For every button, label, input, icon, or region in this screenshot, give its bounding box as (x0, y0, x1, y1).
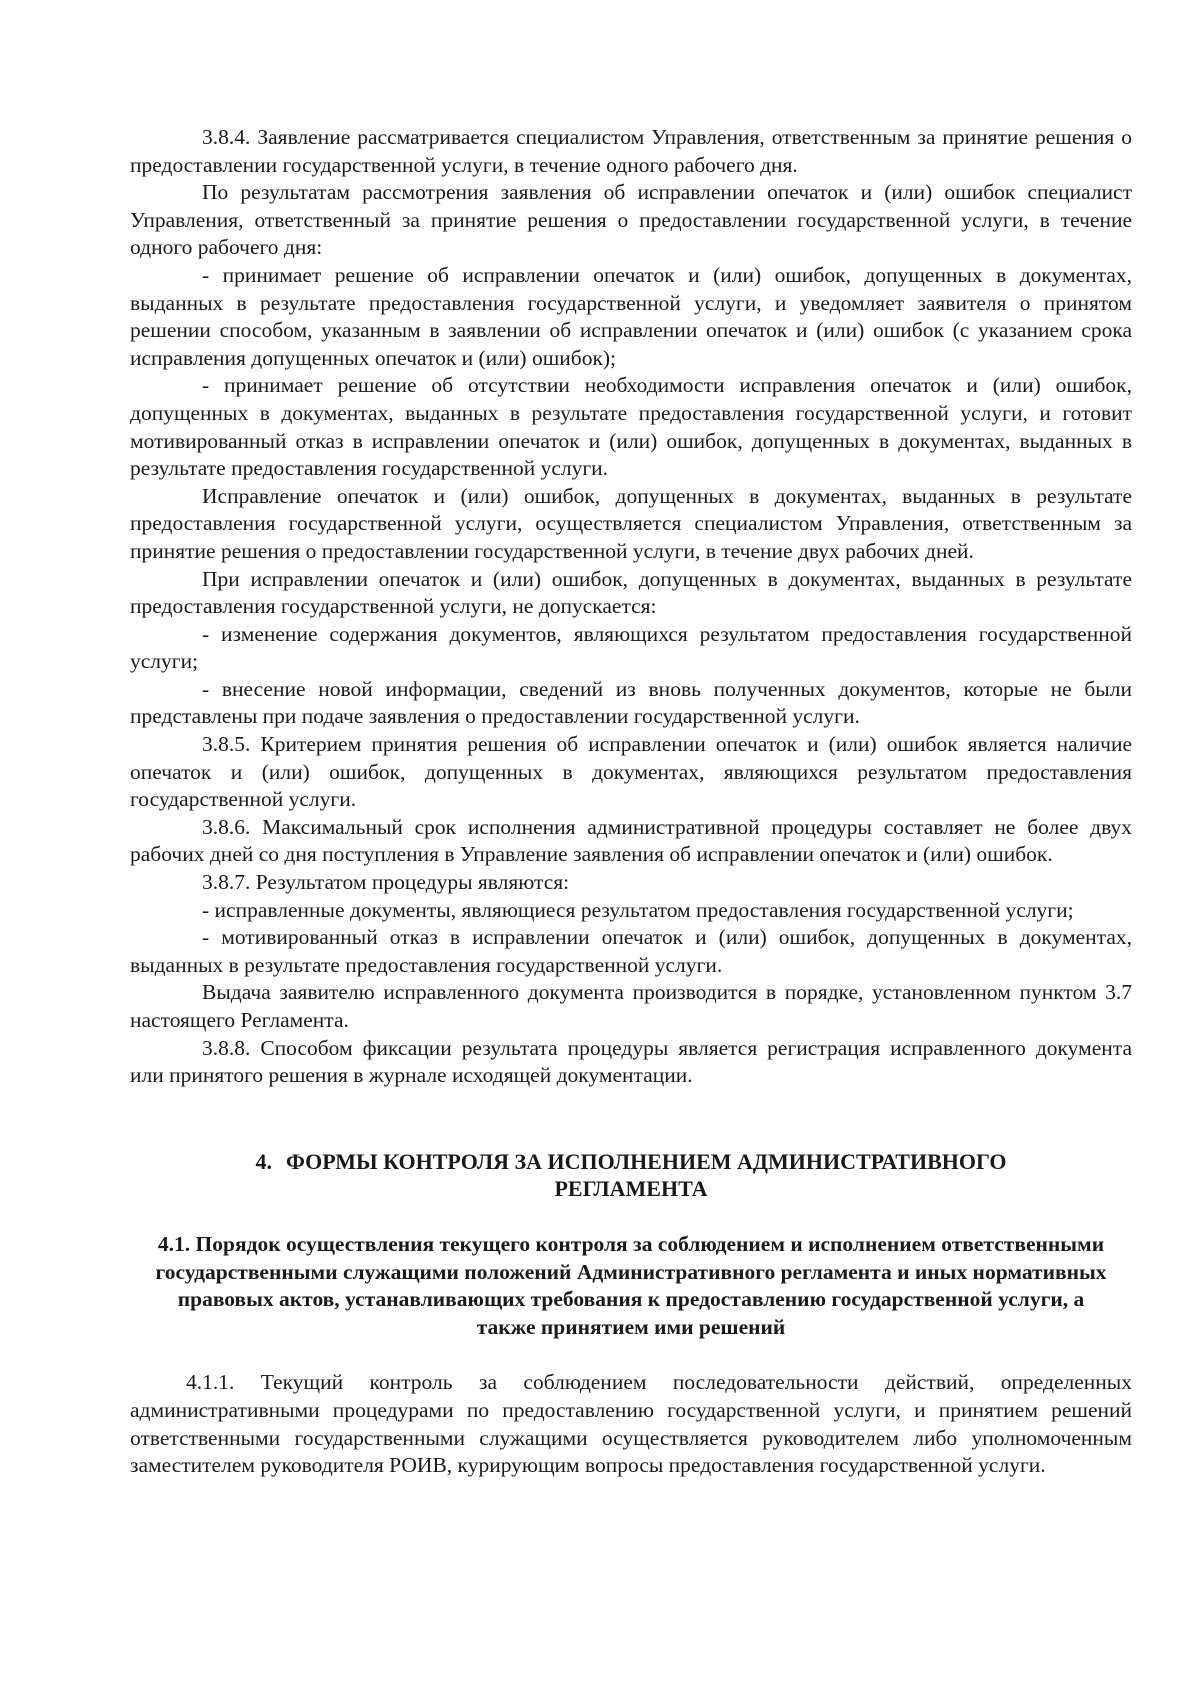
list-item-reject-correction: - принимает решение об отсутствии необходимости исправления опечаток и (или) ошибок, допущенных в документах, выданных в результате предоставления государственной услуги, и готовит мотивированный отказ в исправлении опечаток и (или) ошибок, допущенных в документах, выданных в результате предоставления государственной услуги. (130, 373, 1132, 481)
paragraph-3-8-6: 3.8.6. Максимальный срок исполнения административной процедуры составляет не более двух рабочих дней со дня поступления в Управление заявления об исправлении опечаток и (или) ошибок. (130, 814, 1132, 867)
list-item-corrected-documents: - исправленные документы, являющиеся результатом предоставления государственной услуги; (202, 897, 1074, 922)
section-gap (130, 1090, 1132, 1148)
subsection-4-1-heading: 4.1. Порядок осуществления текущего контроля за соблюдением и исполнением ответственными государственными служащими положений Административного регламента и иных нормативных правовых актов, устанавливающих требования к предоставлению государственной услуги, а также принятием ими решений (155, 1231, 1107, 1339)
heading-gap (130, 1203, 1132, 1231)
paragraph-3-8-8: 3.8.8. Способом фиксации результата процедуры является регистрация исправленного документа или принятого решения в журнале исходящей документации. (130, 1035, 1132, 1088)
paragraph-4-1-1: 4.1.1. Текущий контроль за соблюдением последовательности действий, определенных административными процедурами по предоставлению государственной услуги, и принятием решений ответственными государственными служащими осуществляется руководителем либо уполномоченным заместителем руководителя РОИВ, курирующим вопросы предоставления государственной услуги. (130, 1370, 1132, 1478)
document-page (130, 124, 1132, 1480)
paragraph-not-allowed: При исправлении опечаток и (или) ошибок, допущенных в документах, выданных в результате предоставления государственной услуги, не допускается: (130, 566, 1132, 619)
paragraph-3-8-7: 3.8.7. Результатом процедуры являются: (202, 870, 570, 895)
list-item-new-information: - внесение новой информации, сведений из вновь полученных документов, которые не были представлены при подаче заявления о предоставлении государственной услуги. (130, 676, 1132, 729)
section-4-heading (130, 1148, 1132, 1203)
section-4-title: ФОРМЫ КОНТРОЛЯ ЗА ИСПОЛНЕНИЕМ АДМИНИСТРАТИВНОГО РЕГЛАМЕНТА (285, 1148, 1007, 1202)
list-item-content-change: - изменение содержания документов, являющихся результатом предоставления государственной услуги; (130, 621, 1132, 674)
section-4-number: 4. (255, 1148, 272, 1174)
paragraph-correction-term: Исправление опечаток и (или) ошибок, допущенных в документах, выданных в результате предоставления государственной услуги, осуществляется специалистом Управления, ответственным за принятие решения о предоставлении государственной услуги, в течение двух рабочих дней. (130, 483, 1132, 563)
paragraph-3-8-5: 3.8.5. Критерием принятия решения об исправлении опечаток и (или) ошибок является наличие опечаток и (или) ошибок, допущенных в документах, являющихся результатом предоставления государственной услуги. (130, 732, 1132, 812)
paragraph-issuance: Выдача заявителю исправленного документа производится в порядке, установленном пунктом 3.7 настоящего Регламента. (130, 980, 1132, 1032)
paragraph-review-results: По результатам рассмотрения заявления об исправлении опечаток и (или) ошибок специалист Управления, ответственный за принятие решения о предоставлении государственной услуги, в течение одного рабочего дня: (130, 180, 1132, 260)
paragraph-3-8-4: 3.8.4. Заявление рассматривается специалистом Управления, ответственным за принятие решения о предоставлении государственной услуги, в течение одного рабочего дня. (130, 125, 1132, 177)
list-item-accept-correction: - принимает решение об исправлении опечаток и (или) ошибок, допущенных в документах, выданных в результате предоставления государственной услуги, и уведомляет заявителя о принятом решении способом, указанным в заявлении об исправлении опечаток и (или) ошибок (с указанием срока исправления допущенных опечаток и (или) ошибок); (130, 262, 1132, 370)
subheading-gap (130, 1341, 1132, 1369)
list-item-motivated-refusal: - мотивированный отказ в исправлении опечаток и (или) ошибок, допущенных в документах, выданных в результате предоставления государственной услуги. (130, 925, 1132, 977)
